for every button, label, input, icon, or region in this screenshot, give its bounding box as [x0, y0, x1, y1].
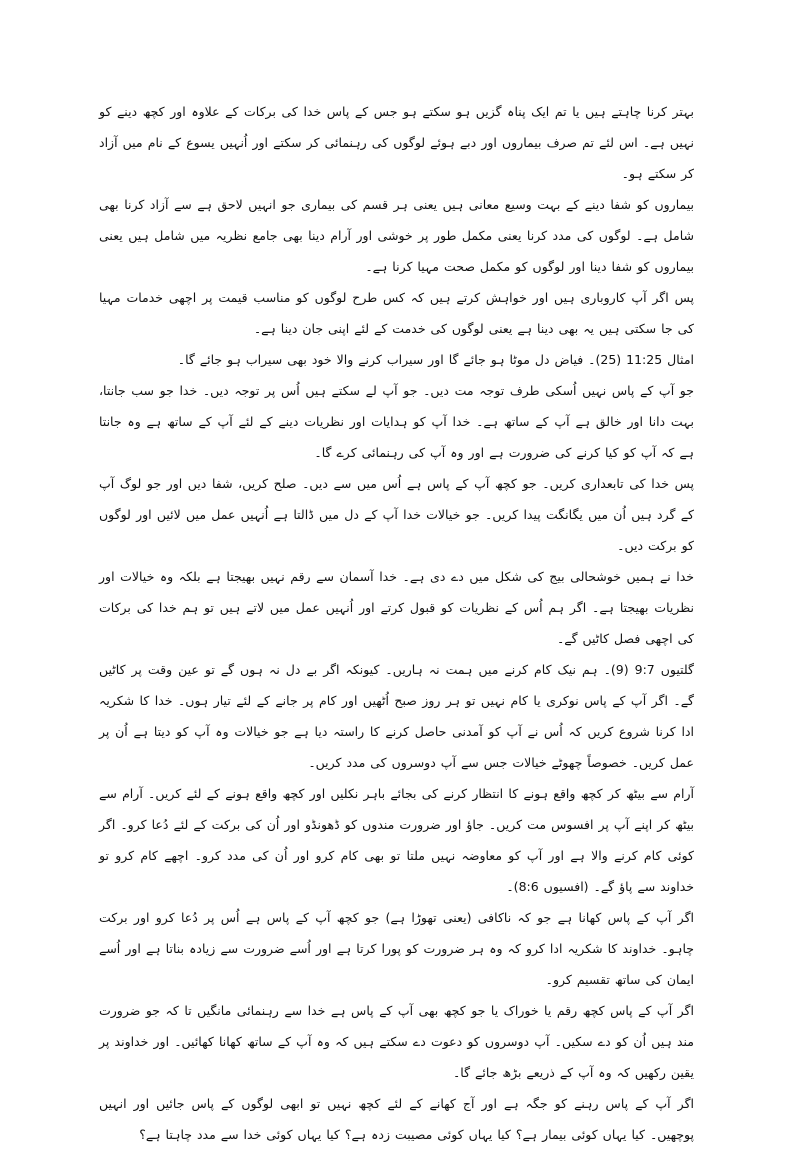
paragraph-2: بیماروں کو شفا دینے کے بہت وسیع معانی ہیں یعنی ہر قسم کی بیماری جو انہیں لاحق ہے سے آزاد کرنا بھی شامل ہے۔ لوگوں کی مدد کرنا یعنی مکمل طور پر خوشی اور آرام دینا بھی جامع نظریہ میں شامل ہیں یعنی بیماروں کو شفا دینا اور لوگوں کو مکمل صحت مہیا کرنا ہے۔ — [99, 197, 694, 274]
paragraph-1: بہتر کرنا چاہتے ہیں یا تم ایک پناہ گزیں ہو سکتے ہو جس کے پاس خدا کی برکات کے علاوہ اور کچھ دینے کو نہیں ہے۔ اس لئے تم صرف بیماروں اور دبے ہوئے لوگوں کی رہنمائی کر سکتے اور اُنہیں یسوع کے نام میں آزاد کر سکتے ہو۔ — [99, 104, 694, 181]
paragraph-10: اگر آپ کے پاس کھانا ہے جو کہ ناکافی (یعنی تھوڑا ہے) جو کچھ آپ کے پاس ہے اُس پر دُعا کرو اور برکت چاہو۔ خداوند کا شکریہ ادا کرو کہ وہ ہر ضرورت کو پورا کرتا ہے اور اُسے ضرورت سے زیادہ بناتا ہے اور اُسے ایمان کی ساتھ تقسیم کرو۔ — [99, 910, 694, 987]
paragraph-8: گلتیوں 9:7 (9)۔ ہم نیک کام کرنے میں ہمت نہ ہاریں۔ کیونکہ اگر بے دل نہ ہوں گے تو عین وقت پر کاٹیں گے۔ اگر آپ کے پاس نوکری یا کام نہیں تو ہر روز صبح اُٹھیں اور کام پر جانے کے لئے تیار ہوں۔ خدا کا شکریہ ادا کرنا شروع کریں کہ اُس نے آپ کو آمدنی حاصل کرنے کا راستہ دیا ہے جو خیالات وہ آپ کو دیتا ہے اُن پر عمل کریں۔ خصوصاً چھوٹے خیالات جس سے آپ دوسروں کی مدد کریں۔ — [99, 662, 695, 770]
paragraph-4: امثال 11:25 (25)۔ فیاض دل موٹا ہو جائے گا اور سیراب کرنے والا خود بھی سیراب ہو جائے گا۔ — [177, 352, 694, 367]
paragraph-12: اگر آپ کے پاس رہنے کو جگہ ہے اور آج کھانے کے لئے کچھ نہیں تو ابھی لوگوں کے پاس جائیں اور انہیں پوچھیں۔ کیا یہاں کوئی بیمار ہے؟ کیا یہاں کوئی مصیبت زدہ ہے؟ کیا یہاں کوئی خدا سے مدد چاہتا ہے؟ — [99, 1096, 694, 1142]
paragraph-9: آرام سے بیٹھ کر کچھ واقع ہونے کا انتظار کرنے کی بجائے باہر نکلیں اور کچھ واقع ہونے کے لئے کریں۔ آرام سے بیٹھ کر اپنے آپ پر افسوس مت کریں۔ جاؤ اور ضرورت مندوں کو ڈھونڈو اور اُن کی برکت کے لئے دُعا کرو۔ اگر کوئی کام کرنے والا ہے اور آپ کو معاوضہ نہیں ملتا تو بھی کام کرو اور اُن کی مدد کرو۔ اچھے کام کرو تو خداوند سے پاؤ گے۔ (افسیوں 8:6)۔ — [99, 786, 694, 894]
paragraph-5: جو آپ کے پاس نہیں اُسکی طرف توجہ مت دیں۔ جو آپ لے سکتے ہیں اُس پر توجہ دیں۔ خدا جو سب جانتا، بہت دانا اور خالق ہے آپ کے ساتھ ہے۔ خدا آپ کو ہدایات اور نظریات دینے کے لئے آپ کے ساتھ ہے وہ جانتا ہے کہ آپ کو کیا کرنے کی ضرورت ہے اور وہ آپ کی رہنمائی کرے گا۔ — [99, 383, 694, 460]
paragraph-7: خدا نے ہمیں خوشحالی بیج کی شکل میں دے دی ہے۔ خدا آسمان سے رقم نہیں بھیجتا ہے بلکہ وہ خیالات اور نظریات بھیجتا ہے۔ اگر ہم اُس کے نظریات کو قبول کرتے اور اُنہیں عمل میں لاتے ہیں تو ہم خدا کی برکات کی اچھی فصل کاٹیں گے۔ — [99, 569, 694, 646]
paragraph-3: پس اگر آپ کاروباری ہیں اور خواہش کرتے ہیں کہ کس طرح لوگوں کو مناسب قیمت پر اچھی خدمات مہیا کی جا سکتی ہیں یہ بھی دینا ہے یعنی لوگوں کی خدمت کے لئے اپنی جان دینا ہے۔ — [99, 290, 694, 336]
paragraph-11: اگر آپ کے پاس کچھ رقم یا خوراک یا جو کچھ بھی آپ کے پاس ہے خدا سے رہنمائی مانگیں تا کہ جو ضرورت مند ہیں اُن کو دے سکیں۔ آپ دوسروں کو دعوت دے سکتے ہیں کہ وہ آپ کے ساتھ کھانا کھائیں۔ اور خداوند پر یقین رکھیں کہ وہ آپ کے ذریعے بڑھ جائے گا۔ — [99, 1003, 694, 1080]
paragraph-6: پس خدا کی تابعداری کریں۔ جو کچھ آپ کے پاس ہے اُس میں سے دیں۔ صلح کریں، شفا دیں اور جو لوگ آپ کے گرد ہیں اُن میں یگانگت پیدا کریں۔ جو خیالات خدا آپ کے دل میں ڈالتا ہے اُنہیں عمل میں لائیں اور لوگوں کو برکت دیں۔ — [99, 476, 694, 553]
